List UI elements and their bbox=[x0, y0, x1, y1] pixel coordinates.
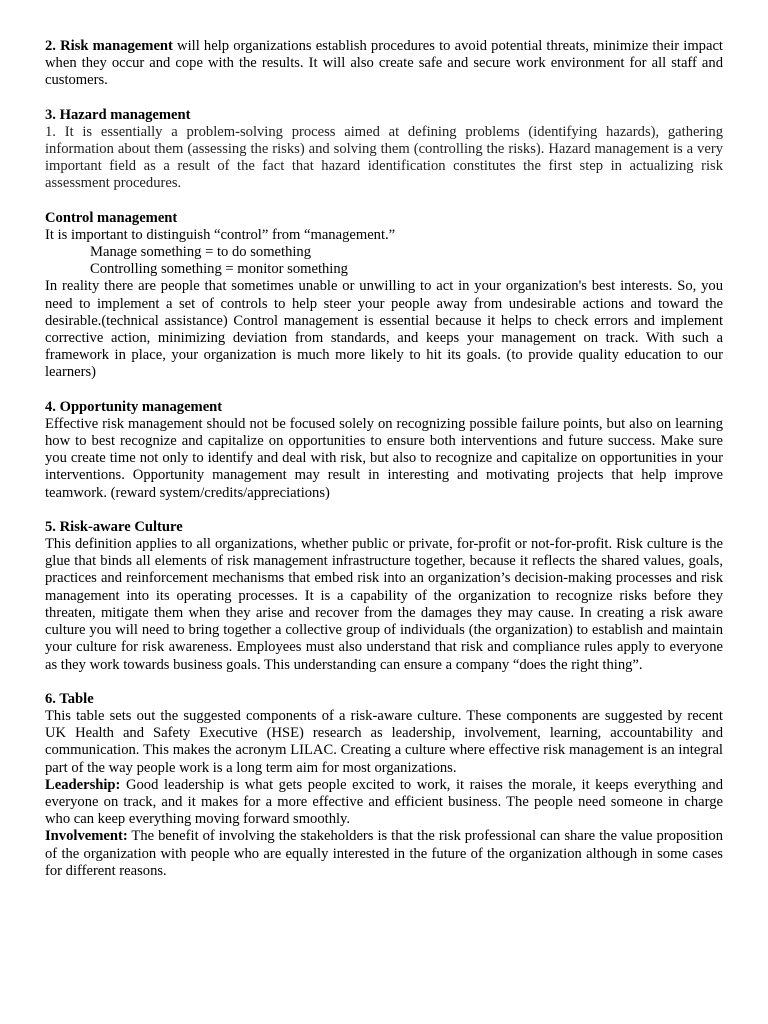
involvement-paragraph bbox=[45, 828, 723, 880]
hazard-management-heading: 3. Hazard management bbox=[45, 106, 191, 123]
leadership-paragraph bbox=[45, 777, 723, 829]
risk-management-text: will help organizations establish procedures to avoid potential threats, minimize their impact when they occur and cope with the results. It will also create safe and secure work environment for all staff and customers. bbox=[45, 38, 723, 89]
risk-management-paragraph bbox=[45, 38, 723, 90]
risk-management-heading: 2. Risk management bbox=[45, 38, 173, 54]
involvement-label: Involvement: bbox=[45, 828, 128, 845]
risk-aware-culture-text: This definition applies to all organizations, whether public or private, for-profit or not-for-profit. Risk culture is the glue that binds all elements of risk management infrastructure together, because it reflects the shared values, goals, practices and reinforcement mechanisms that embed risk into an organization’s decision-making processes and risk management into its operating processes. It is a capability of the organization to recognize risks before they threaten, mitigate them when they arise and recover from the damages they may cause. In creating a risk aware culture you will need to bring together a collective group of individuals (the organization) to establish and maintain your culture for risk awareness. Employees must also understand that risk and compliance rules apply to everyone as they work towards business goals. This understanding can ensure a company “does the right thing”. bbox=[45, 536, 723, 673]
table-heading: 6. Table bbox=[45, 690, 94, 707]
control-management-text: In reality there are people that sometimes unable or unwilling to act in your organization's best interests. So, you need to implement a set of controls to help steer your people away from undesirable actions and toward the desirable.(technical assistance) Control management is essential because it helps to check errors and implement corrective action, minimizing deviation from standards, and keeps your management on track. With such a framework in place, your organization is much more likely to hit its goals. (to provide quality education to our learners) bbox=[45, 278, 723, 381]
control-management-line-2: Controlling something = monitor something bbox=[90, 261, 348, 278]
hazard-management-text: 1. It is essentially a problem-solving process aimed at defining problems (identifying hazards), gathering information about them (assessing the risks) and solving them (controlling the risks). Hazard management is a very important field as a result of the fact that hazard identification constitutes the first step in actualizing risk assessment procedures. bbox=[45, 123, 723, 192]
control-management-heading: Control management bbox=[45, 209, 178, 226]
leadership-label: Leadership: bbox=[45, 776, 121, 793]
document-page bbox=[45, 38, 723, 880]
leadership-text: Good leadership is what gets people excited to work, it raises the morale, it keeps everything and everyone on track, and it makes for a more effective and efficient business. The people need someone in charge who can keep everything moving forward smoothly. bbox=[45, 776, 723, 828]
opportunity-management-text: Effective risk management should not be focused solely on recognizing possible failure points, but also on learning how to best recognize and capitalize on opportunities to ensure both interventions and future success. Make sure you create time not only to identify and deal with risk, but also to recognize and capitalize on opportunities in your interventions. Opportunity management may result in interesting and motivating projects that help improve teamwork. (reward system/credits/appreciations) bbox=[45, 415, 723, 501]
involvement-text: The benefit of involving the stakeholders is that the risk professional can share the value proposition of the organization with people who are equally interested in the future of the organization although in some cases for different reasons. bbox=[45, 828, 723, 879]
control-management-intro: It is important to distinguish “control” from “management.” bbox=[45, 226, 396, 243]
opportunity-management-heading: 4. Opportunity management bbox=[45, 398, 223, 415]
control-management-line-1: Manage something = to do something bbox=[90, 244, 312, 261]
risk-aware-culture-heading: 5. Risk-aware Culture bbox=[45, 518, 183, 535]
table-text: This table sets out the suggested components of a risk-aware culture. These components are suggested by recent UK Health and Safety Executive (HSE) research as leadership, involvement, learning, accountability and communication. This makes the acronym LILAC. Creating a culture where effective risk management is an integral part of the way people work is a long term aim for most organizations. bbox=[45, 707, 723, 776]
